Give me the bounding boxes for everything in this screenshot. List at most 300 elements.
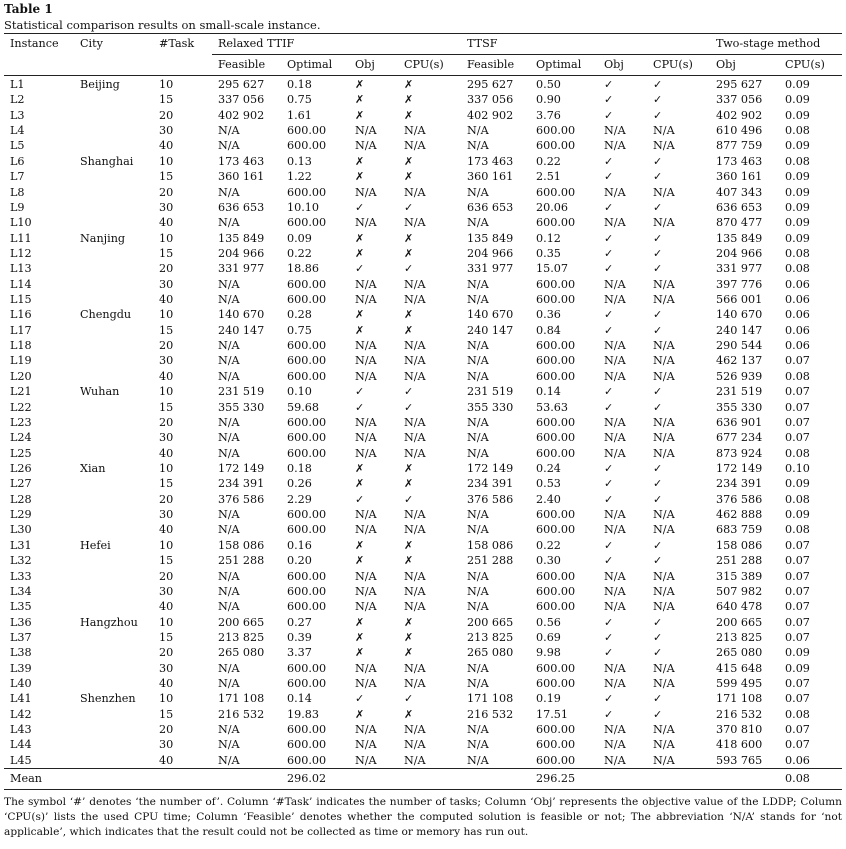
cell-task: 40 (159, 446, 174, 460)
cell-relaxed-obj: N/A (355, 139, 377, 153)
cell-instance: L41 (10, 692, 32, 706)
cell-ttsf-cpu: ✓ (653, 231, 663, 245)
cell-relaxed-optimal: 600.00 (287, 354, 327, 368)
cell-relaxed-feasible: N/A (218, 661, 240, 675)
cell-two-stage-obj: 290 544 (716, 339, 763, 353)
cell-relaxed-feasible: 295 627 (218, 78, 265, 91)
cell-relaxed-optimal: 600.00 (287, 523, 327, 537)
cell-city (74, 492, 153, 507)
cell-relaxed-obj: ✗ (355, 108, 365, 122)
cell-relaxed-feasible: N/A (218, 339, 240, 353)
cell-two-stage-cpu: 0.09 (785, 200, 810, 214)
cell-two-stage-obj: 683 759 (716, 523, 763, 537)
cell-relaxed-obj: ✗ (355, 231, 365, 245)
cell-relaxed-cpu: N/A (404, 738, 426, 752)
cell-city (74, 169, 153, 184)
cell-task: 20 (159, 646, 174, 660)
cell-relaxed-feasible: 360 161 (218, 170, 265, 184)
cell-relaxed-cpu: N/A (404, 508, 426, 522)
cell-instance: L21 (10, 385, 32, 399)
table-row (4, 185, 842, 200)
cell-two-stage-cpu: 0.06 (785, 308, 810, 322)
table-row (4, 522, 842, 537)
cell-ttsf-cpu: ✓ (653, 538, 663, 552)
cell-city (74, 753, 153, 769)
cell-ttsf-obj: N/A (604, 339, 626, 353)
cell-two-stage-cpu: 0.06 (785, 277, 810, 291)
cell-ttsf-obj: ✓ (604, 93, 614, 107)
cell-ttsf-cpu: ✓ (653, 262, 663, 276)
cell-two-stage-obj: 370 810 (716, 723, 763, 737)
cell-task: 15 (159, 554, 174, 568)
cell-ttsf-obj: ✓ (604, 154, 614, 168)
cell-two-stage-obj: 204 966 (716, 246, 763, 260)
cell-instance: L10 (10, 216, 32, 230)
cell-two-stage-cpu: 0.09 (785, 185, 810, 199)
cell-relaxed-optimal: 10.10 (287, 200, 320, 214)
table-row (4, 676, 842, 691)
cell-city: Hefei (80, 538, 111, 552)
cell-ttsf-feasible: N/A (467, 753, 489, 767)
col-relaxed-obj: Obj (349, 55, 398, 76)
cell-task: 20 (159, 569, 174, 583)
cell-ttsf-obj: N/A (604, 369, 626, 383)
cell-relaxed-cpu: ✗ (404, 646, 414, 660)
cell-relaxed-obj: N/A (355, 293, 377, 307)
cell-relaxed-optimal: 0.10 (287, 385, 312, 399)
cell-two-stage-cpu: 0.09 (785, 216, 810, 230)
cell-instance: L32 (10, 554, 32, 568)
cell-two-stage-cpu: 0.06 (785, 339, 810, 353)
cell-relaxed-cpu: N/A (404, 446, 426, 460)
cell-ttsf-feasible: 216 532 (467, 707, 514, 721)
cell-relaxed-cpu: ✗ (404, 93, 414, 107)
cell-ttsf-cpu: N/A (653, 738, 675, 752)
cell-relaxed-optimal: 0.18 (287, 78, 312, 91)
cell-relaxed-feasible: N/A (218, 415, 240, 429)
col-ttsf-cpu: CPU(s) (647, 55, 710, 76)
table-row (4, 753, 842, 769)
cell-ttsf-obj: N/A (604, 277, 626, 291)
cell-ttsf-cpu: N/A (653, 216, 675, 230)
cell-instance: L7 (10, 170, 25, 184)
cell-ttsf-cpu: N/A (653, 339, 675, 353)
cell-relaxed-feasible: N/A (218, 753, 240, 767)
cell-two-stage-obj: 240 147 (716, 323, 763, 337)
cell-relaxed-feasible: N/A (218, 293, 240, 307)
cell-task: 10 (159, 615, 174, 629)
cell-task: 40 (159, 139, 174, 153)
cell-ttsf-optimal: 17.51 (536, 707, 569, 721)
cell-ttsf-obj: N/A (604, 723, 626, 737)
cell-task: 30 (159, 508, 174, 522)
cell-two-stage-obj: 640 478 (716, 600, 763, 614)
cell-ttsf-optimal: 0.12 (536, 231, 561, 245)
cell-two-stage-cpu: 0.07 (785, 584, 810, 598)
table-row (4, 538, 842, 553)
cell-relaxed-cpu: N/A (404, 369, 426, 383)
cell-ttsf-obj: N/A (604, 293, 626, 307)
cell-ttsf-optimal: 0.35 (536, 246, 561, 260)
cell-ttsf-feasible: N/A (467, 600, 489, 614)
cell-city (74, 277, 153, 292)
table-row (4, 430, 842, 445)
cell-two-stage-cpu: 0.08 (785, 246, 810, 260)
cell-ttsf-feasible: 135 849 (467, 231, 514, 245)
cell-two-stage-cpu: 0.09 (785, 170, 810, 184)
cell-relaxed-optimal: 600.00 (287, 431, 327, 445)
cell-instance: L26 (10, 461, 32, 475)
cell-relaxed-obj: N/A (355, 661, 377, 675)
group-two-stage: Two-stage method (710, 34, 842, 55)
cell-two-stage-cpu: 0.07 (785, 723, 810, 737)
cell-ttsf-obj: ✓ (604, 323, 614, 337)
cell-instance: L42 (10, 707, 32, 721)
col-two-stage-obj: Obj (710, 55, 779, 76)
cell-relaxed-obj: N/A (355, 124, 377, 138)
cell-ttsf-obj: N/A (604, 124, 626, 138)
cell-two-stage-obj: 873 924 (716, 446, 763, 460)
cell-relaxed-obj: N/A (355, 339, 377, 353)
cell-relaxed-obj: ✓ (355, 262, 365, 276)
table-row (4, 584, 842, 599)
cell-two-stage-obj: 593 765 (716, 753, 763, 767)
cell-relaxed-optimal: 600.00 (287, 415, 327, 429)
cell-instance: L17 (10, 323, 32, 337)
table-row (4, 215, 842, 230)
cell-ttsf-optimal: 53.63 (536, 400, 569, 414)
cell-task: 40 (159, 677, 174, 691)
cell-task: 20 (159, 339, 174, 353)
cell-city (74, 569, 153, 584)
cell-instance: L39 (10, 661, 32, 675)
table-row (4, 154, 842, 169)
cell-ttsf-optimal: 9.98 (536, 646, 561, 660)
mean-row (4, 769, 842, 790)
group-ttsf: TTSF (461, 34, 710, 55)
cell-ttsf-cpu: ✓ (653, 692, 663, 706)
cell-relaxed-obj: N/A (355, 753, 377, 767)
cell-relaxed-obj: ✗ (355, 78, 365, 91)
cell-instance: L30 (10, 523, 32, 537)
cell-two-stage-cpu: 0.07 (785, 615, 810, 629)
cell-instance: L29 (10, 508, 32, 522)
table-row (4, 123, 842, 138)
cell-relaxed-cpu: ✗ (404, 538, 414, 552)
cell-two-stage-obj: 877 759 (716, 139, 763, 153)
table-row (4, 292, 842, 307)
cell-task: 20 (159, 185, 174, 199)
cell-ttsf-feasible: 636 653 (467, 200, 514, 214)
cell-ttsf-optimal: 0.22 (536, 538, 561, 552)
cell-relaxed-cpu: N/A (404, 677, 426, 691)
cell-ttsf-optimal: 3.76 (536, 108, 561, 122)
cell-relaxed-cpu: N/A (404, 569, 426, 583)
cell-ttsf-optimal: 600.00 (536, 677, 576, 691)
col-relaxed-cpu: CPU(s) (398, 55, 461, 76)
cell-two-stage-obj: 251 288 (716, 554, 763, 568)
cell-relaxed-obj: ✓ (355, 492, 365, 506)
cell-instance: L37 (10, 630, 32, 644)
cell-ttsf-feasible: 240 147 (467, 323, 514, 337)
cell-relaxed-feasible: N/A (218, 354, 240, 368)
cell-relaxed-cpu: N/A (404, 185, 426, 199)
cell-relaxed-feasible: 173 463 (218, 154, 265, 168)
cell-two-stage-cpu: 0.10 (785, 461, 810, 475)
table-number: Table 1 (4, 2, 53, 16)
cell-ttsf-obj: N/A (604, 753, 626, 767)
cell-relaxed-optimal: 3.37 (287, 646, 312, 660)
cell-two-stage-cpu: 0.07 (785, 569, 810, 583)
col-instance: Instance (4, 34, 74, 55)
cell-instance: L35 (10, 600, 32, 614)
cell-instance: L31 (10, 538, 32, 552)
cell-two-stage-obj: 507 982 (716, 584, 763, 598)
cell-two-stage-cpu: 0.07 (785, 692, 810, 706)
cell-ttsf-cpu: N/A (653, 431, 675, 445)
cell-ttsf-optimal: 600.00 (536, 369, 576, 383)
cell-instance: L1 (10, 78, 25, 91)
cell-relaxed-obj: N/A (355, 446, 377, 460)
cell-ttsf-cpu: ✓ (653, 707, 663, 721)
cell-instance: L34 (10, 584, 32, 598)
cell-relaxed-cpu: ✗ (404, 308, 414, 322)
cell-two-stage-cpu: 0.07 (785, 385, 810, 399)
cell-relaxed-optimal: 600.00 (287, 216, 327, 230)
cell-ttsf-cpu: N/A (653, 185, 675, 199)
cell-instance: L8 (10, 185, 25, 199)
cell-ttsf-obj: ✓ (604, 385, 614, 399)
cell-relaxed-optimal: 600.00 (287, 185, 327, 199)
cell-task: 10 (159, 154, 174, 168)
cell-city: Shanghai (80, 154, 134, 168)
cell-two-stage-cpu: 0.09 (785, 661, 810, 675)
cell-two-stage-obj: 397 776 (716, 277, 763, 291)
col-ttsf-optimal: Optimal (530, 55, 598, 76)
cell-ttsf-feasible: N/A (467, 339, 489, 353)
cell-ttsf-cpu: ✓ (653, 323, 663, 337)
cell-relaxed-feasible: 216 532 (218, 707, 265, 721)
cell-city: Beijing (80, 78, 120, 91)
col-task: #Task (153, 34, 212, 55)
cell-ttsf-feasible: N/A (467, 185, 489, 199)
cell-ttsf-optimal: 0.14 (536, 385, 561, 399)
cell-two-stage-obj: 200 665 (716, 615, 763, 629)
cell-relaxed-cpu: ✗ (404, 554, 414, 568)
cell-relaxed-cpu: ✓ (404, 200, 414, 214)
cell-relaxed-cpu: N/A (404, 584, 426, 598)
cell-ttsf-cpu: N/A (653, 723, 675, 737)
table-row (4, 492, 842, 507)
cell-ttsf-cpu: N/A (653, 446, 675, 460)
cell-task: 40 (159, 293, 174, 307)
cell-city (74, 246, 153, 261)
cell-relaxed-optimal: 0.28 (287, 308, 312, 322)
cell-relaxed-feasible: 265 080 (218, 646, 265, 660)
cell-city (74, 292, 153, 307)
cell-relaxed-feasible: 171 108 (218, 692, 265, 706)
cell-ttsf-optimal: 600.00 (536, 753, 576, 767)
cell-two-stage-cpu: 0.08 (785, 262, 810, 276)
cell-task: 20 (159, 723, 174, 737)
table-row (4, 108, 842, 123)
cell-relaxed-obj: N/A (355, 569, 377, 583)
cell-relaxed-obj: ✗ (355, 246, 365, 260)
col-city: City (74, 34, 153, 55)
cell-relaxed-obj: ✗ (355, 461, 365, 475)
cell-ttsf-cpu: ✓ (653, 554, 663, 568)
cell-relaxed-optimal: 0.39 (287, 630, 312, 644)
cell-ttsf-obj: ✓ (604, 78, 614, 91)
cell-ttsf-obj: ✓ (604, 615, 614, 629)
cell-instance: L33 (10, 569, 32, 583)
cell-task: 15 (159, 400, 174, 414)
table-row (4, 737, 842, 752)
cell-city: Xian (80, 461, 106, 475)
cell-task: 40 (159, 600, 174, 614)
cell-city (74, 446, 153, 461)
cell-relaxed-feasible: 234 391 (218, 477, 265, 491)
cell-ttsf-cpu: ✓ (653, 93, 663, 107)
cell-instance: L27 (10, 477, 32, 491)
cell-ttsf-cpu: ✓ (653, 630, 663, 644)
cell-two-stage-obj: 172 149 (716, 461, 763, 475)
cell-task: 15 (159, 630, 174, 644)
cell-relaxed-cpu: ✗ (404, 170, 414, 184)
cell-relaxed-cpu: N/A (404, 523, 426, 537)
cell-city (74, 553, 153, 568)
cell-relaxed-cpu: ✗ (404, 477, 414, 491)
cell-two-stage-cpu: 0.09 (785, 231, 810, 245)
cell-ttsf-obj: ✓ (604, 646, 614, 660)
cell-two-stage-obj: 636 653 (716, 200, 763, 214)
cell-relaxed-cpu: N/A (404, 277, 426, 291)
cell-ttsf-obj: ✓ (604, 200, 614, 214)
cell-relaxed-obj: N/A (355, 523, 377, 537)
cell-two-stage-obj: 158 086 (716, 538, 763, 552)
cell-relaxed-cpu: N/A (404, 124, 426, 138)
cell-ttsf-feasible: 204 966 (467, 246, 514, 260)
cell-ttsf-obj: N/A (604, 431, 626, 445)
cell-two-stage-cpu: 0.07 (785, 554, 810, 568)
cell-ttsf-optimal: 600.00 (536, 661, 576, 675)
cell-ttsf-feasible: N/A (467, 569, 489, 583)
cell-instance: L14 (10, 277, 32, 291)
cell-two-stage-cpu: 0.09 (785, 646, 810, 660)
cell-relaxed-optimal: 0.27 (287, 615, 312, 629)
cell-city: Shenzhen (80, 692, 136, 706)
cell-task: 30 (159, 277, 174, 291)
cell-instance: L6 (10, 154, 25, 168)
cell-city (74, 676, 153, 691)
col-ttsf-obj: Obj (598, 55, 647, 76)
cell-two-stage-cpu: 0.07 (785, 677, 810, 691)
cell-relaxed-obj: N/A (355, 600, 377, 614)
cell-ttsf-optimal: 600.00 (536, 723, 576, 737)
cell-two-stage-obj: 173 463 (716, 154, 763, 168)
cell-relaxed-feasible: 636 653 (218, 200, 265, 214)
table-row (4, 599, 842, 614)
cell-ttsf-optimal: 600.00 (536, 600, 576, 614)
cell-ttsf-feasible: N/A (467, 415, 489, 429)
cell-ttsf-feasible: N/A (467, 723, 489, 737)
table-row (4, 415, 842, 430)
cell-ttsf-optimal: 0.22 (536, 154, 561, 168)
cell-city (74, 584, 153, 599)
cell-ttsf-obj: ✓ (604, 170, 614, 184)
results-table (4, 33, 842, 790)
cell-two-stage-obj: 355 330 (716, 400, 763, 414)
cell-relaxed-obj: N/A (355, 508, 377, 522)
cell-two-stage-obj: 415 648 (716, 661, 763, 675)
cell-instance: L13 (10, 262, 32, 276)
table-row (4, 76, 842, 93)
cell-relaxed-cpu: ✗ (404, 707, 414, 721)
cell-relaxed-feasible: 172 149 (218, 461, 265, 475)
cell-instance: L3 (10, 108, 25, 122)
table-row (4, 169, 842, 184)
cell-two-stage-obj: 140 670 (716, 308, 763, 322)
cell-ttsf-feasible: 171 108 (467, 692, 514, 706)
table-body (4, 76, 842, 769)
mean-label: Mean (4, 769, 74, 790)
cell-ttsf-cpu: N/A (653, 569, 675, 583)
cell-ttsf-obj: N/A (604, 185, 626, 199)
cell-relaxed-feasible: 200 665 (218, 615, 265, 629)
cell-two-stage-cpu: 0.08 (785, 446, 810, 460)
cell-task: 15 (159, 93, 174, 107)
cell-ttsf-obj: N/A (604, 354, 626, 368)
cell-ttsf-feasible: 200 665 (467, 615, 514, 629)
cell-task: 30 (159, 738, 174, 752)
cell-relaxed-obj: ✓ (355, 200, 365, 214)
cell-task: 20 (159, 108, 174, 122)
table-figure (4, 2, 842, 840)
table-row (4, 353, 842, 368)
cell-two-stage-obj: 526 939 (716, 369, 763, 383)
cell-relaxed-feasible: N/A (218, 446, 240, 460)
cell-two-stage-obj: 677 234 (716, 431, 763, 445)
cell-relaxed-optimal: 0.09 (287, 231, 312, 245)
cell-ttsf-feasible: 140 670 (467, 308, 514, 322)
cell-relaxed-feasible: 135 849 (218, 231, 265, 245)
table-row (4, 615, 842, 630)
cell-task: 30 (159, 661, 174, 675)
cell-relaxed-optimal: 600.00 (287, 569, 327, 583)
table-row (4, 461, 842, 476)
cell-relaxed-feasible: 251 288 (218, 554, 265, 568)
cell-relaxed-feasible: N/A (218, 139, 240, 153)
table-footnote: The symbol ‘#’ denotes ‘the number of’. Column ‘#Task’ indicates the number of tasks; Column ‘Obj’ represents the objective value of the LDDP; Column ‘CPU(s)’ lists the used CPU time; Column ‘Feasible’ denotes whether the computed solution is feasible or not; The abbreviation ‘N/A’ stands for ‘not applicable’, which indicates that the result could not be collected as time or memory has run out. (4, 796, 842, 839)
cell-ttsf-optimal: 2.51 (536, 170, 561, 184)
table-row (4, 507, 842, 522)
cell-relaxed-feasible: 204 966 (218, 246, 265, 260)
cell-relaxed-optimal: 19.83 (287, 707, 320, 721)
cell-relaxed-optimal: 0.18 (287, 461, 312, 475)
cell-instance: L23 (10, 415, 32, 429)
cell-ttsf-feasible: 158 086 (467, 538, 514, 552)
cell-ttsf-optimal: 600.00 (536, 569, 576, 583)
cell-task: 10 (159, 308, 174, 322)
cell-task: 10 (159, 78, 174, 91)
cell-relaxed-obj: N/A (355, 277, 377, 291)
cell-relaxed-cpu: ✗ (404, 108, 414, 122)
cell-ttsf-optimal: 0.19 (536, 692, 561, 706)
cell-two-stage-obj: 610 496 (716, 124, 763, 138)
cell-ttsf-obj: N/A (604, 738, 626, 752)
cell-two-stage-obj: 360 161 (716, 170, 763, 184)
cell-ttsf-optimal: 0.36 (536, 308, 561, 322)
